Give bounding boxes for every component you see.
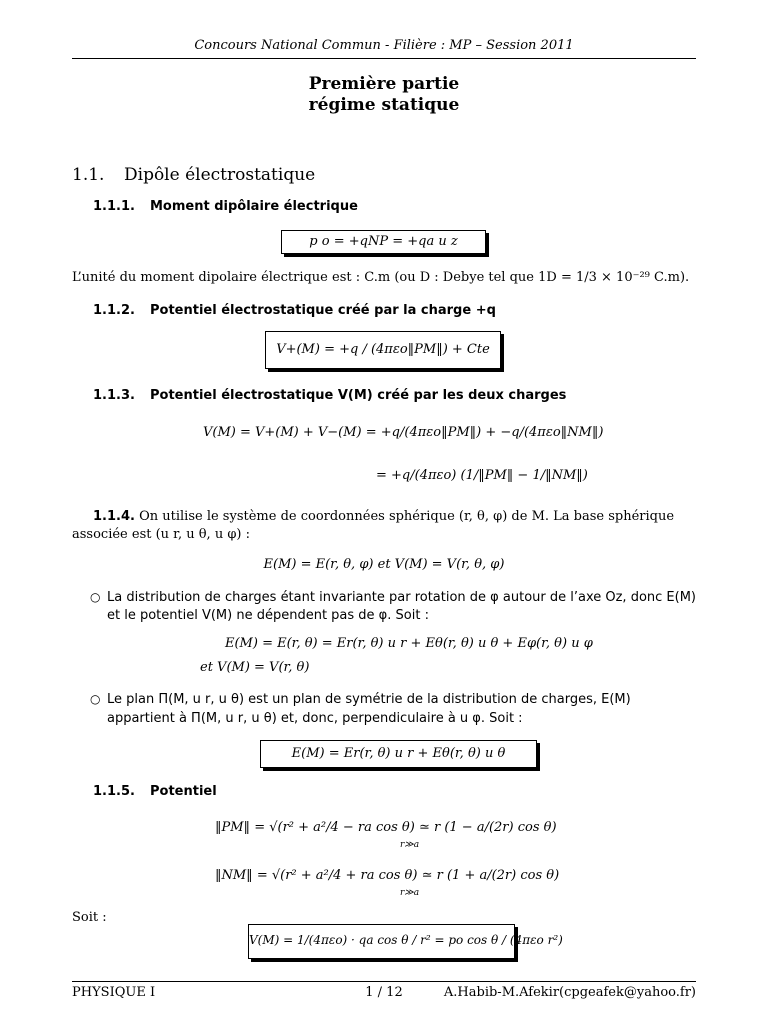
approx-condition: r≫a [400,840,420,850]
equation-field-potential: E(M) = E(r, θ, φ) et V(M) = V(r, θ, φ) [263,557,505,572]
equation-distance-pm: ‖PM‖ = √(r² + a²/4 − ra cos θ) ≃ r (1 − a/(2r) cos θ) [215,820,557,835]
bullet1-line2: et le potentiel V(M) ne dépendent pas de φ. Soit : [107,608,429,623]
subsection-number: 1.1.1. [93,199,135,214]
subsection-title: Moment dipôlaire électrique [150,199,358,214]
equation-total-potential-factored: = +q/(4πεo) (1/‖PM‖ − 1/‖NM‖) [376,468,588,483]
unit-text: L’unité du moment dipolaire électrique est : C.m (ou D : Debye tel que 1D = 1/3 × 10⁻²⁹ C.m). [72,270,690,285]
bullet1-line1: La distribution de charges étant invariante par rotation de φ autour de l’axe Oz, donc E(M) [107,590,696,605]
part-subtitle: régime statique [308,95,460,115]
footer-rule [72,981,696,982]
subsection-number: 1.1.4. [93,509,135,524]
paragraph-spherical-line2: associée est (u r, u θ, u φ) : [72,527,251,542]
formula-potential-plus [265,331,501,369]
equation-total-potential: V(M) = V+(M) + V−(M) = +q/(4πεo‖PM‖) + −q/(4πεo‖NM‖) [203,425,604,440]
formula-dipole-moment-text: p o = +qNP = +qa u z [309,234,458,249]
footer-subject: PHYSIQUE I [72,985,156,1000]
part-title: Première partie [308,74,460,94]
equation-distance-nm: ‖NM‖ = √(r² + a²/4 + ra cos θ) ≃ r (1 + a/(2r) cos θ) [215,868,560,883]
footer-author: A.Habib-M.Afekir(cpgeafek@yahoo.fr) [443,985,696,1000]
bullet2-line2: appartient à Π(M, u r, u θ) et, donc, perpendiculaire à u φ. Soit : [107,711,523,726]
subsection-title: Potentiel électrostatique créé par la charge +q [150,303,496,318]
bullet-icon: ○ [90,692,101,706]
bullet2-line1: Le plan Π(M, u r, u θ) est un plan de symétrie de la distribution de charges, E(M) [107,692,631,707]
page-header: Concours National Commun - Filière : MP – Session 2011 [194,38,574,53]
subsection-number: 1.1.5. [93,784,135,799]
formula-dipole-potential [248,924,563,959]
equation-field-components: E(M) = E(r, θ) = Er(r, θ) u r + Eθ(r, θ) u θ + Eφ(r, θ) u φ [225,636,593,651]
section-number: 1.1. [72,165,105,185]
approx-condition: r≫a [400,888,420,898]
bullet-icon: ○ [90,590,101,604]
subsection-title: Potentiel électrostatique V(M) créé par les deux charges [150,388,567,403]
equation-potential-r-theta: et V(M) = V(r, θ) [200,660,310,675]
soit-label: Soit : [72,910,107,925]
paragraph-spherical-text: On utilise le système de coordonnées sphérique (r, θ, φ) de M. La base sphérique [139,509,675,524]
formula-field [260,740,537,768]
header-rule [72,58,696,59]
subsection-title: Potentiel [150,784,217,799]
section-title: Dipôle électrostatique [124,165,316,185]
footer-page-number: 1 / 12 [365,985,403,1000]
paragraph-spherical [93,509,674,524]
subsection-number: 1.1.2. [93,303,135,318]
formula-dipole-moment [281,230,486,254]
formula-dipole-potential-text: V(M) = 1/(4πεo) · qa cos θ / r² = po cos θ / (4πεo r²) [249,933,563,947]
formula-field-text: E(M) = Er(r, θ) u r + Eθ(r, θ) u θ [291,746,506,761]
formula-potential-plus-text: V+(M) = +q / (4πεo‖PM‖) + Cte [276,342,490,357]
subsection-number: 1.1.3. [93,388,135,403]
